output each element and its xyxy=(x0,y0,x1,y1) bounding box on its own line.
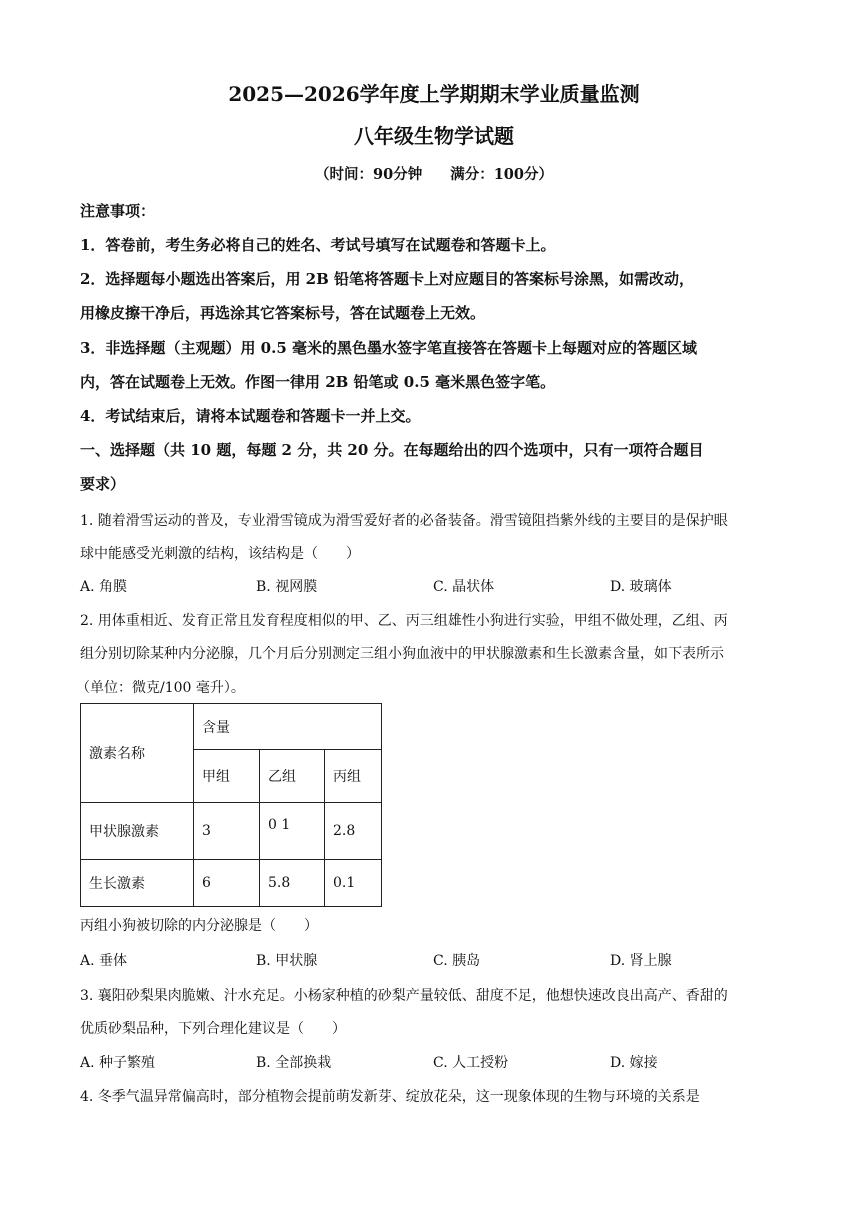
table-cell-value: 3 xyxy=(194,803,260,860)
q1-stem-line-2: 球中能感受光刺激的结构，该结构是（ ） xyxy=(80,546,360,562)
table-cell-value: 6 xyxy=(194,860,260,907)
q3-option-b: B. 全部换栽 xyxy=(256,1055,332,1071)
q2-stem-line-2: 组分别切除某种内分泌腺，几个月后分别测定三组小狗血液中的甲状腺激素和生长激素含量，如下表所示 xyxy=(80,646,724,662)
q2-stem-line-1: 2. 用体重相近、发育正常且发育程度相似的甲、乙、丙三组雄性小狗进行实验，甲组不做处理，乙组、丙 xyxy=(80,613,728,629)
notice-item-3-line-1: 3．非选择题（主观题）用 0.5 毫米的黑色墨水签字笔直接答在答题卡上每题对应的答题区域 xyxy=(80,339,697,357)
section-heading-line-2: 要求） xyxy=(80,475,126,493)
notice-item-1: 1．答卷前，考生务必将自己的姓名、考试号填写在试题卷和答题卡上。 xyxy=(80,236,556,254)
exam-time: （时间：90分钟 xyxy=(315,166,423,183)
q1-option-d: D. 玻璃体 xyxy=(610,579,672,595)
table-header-group-b: 乙组 xyxy=(260,750,325,803)
table-header-group-a: 甲组 xyxy=(194,750,260,803)
q1-option-b: B. 视网膜 xyxy=(256,579,318,595)
table-cell-value-text: 0 1 xyxy=(268,817,291,833)
table-cell-value: 0.1 xyxy=(325,860,382,907)
section-heading-line-1: 一、选择题（共 10 题，每题 2 分，共 20 分。在每题给出的四个选项中，只有一项符合题目 xyxy=(80,441,704,459)
q1-option-a: A. 角膜 xyxy=(80,579,128,595)
table-row xyxy=(81,860,382,907)
table-cell-value xyxy=(260,803,325,860)
table-header-content: 含量 xyxy=(194,704,382,750)
exam-subtitle: 八年级生物学试题 xyxy=(354,124,514,148)
exam-meta xyxy=(0,163,868,184)
table-cell-hormone: 生长激素 xyxy=(81,860,194,907)
table-header-group-c: 丙组 xyxy=(325,750,382,803)
hormone-table xyxy=(80,703,382,907)
q1-option-c: C. 晶状体 xyxy=(433,579,495,595)
exam-title: 2025—2026学年度上学期期末学业质量监测 xyxy=(228,82,640,106)
exam-score: 满分：100分） xyxy=(450,166,553,183)
table-header-hormone-name: 激素名称 xyxy=(81,704,194,803)
notice-item-3-line-2: 内，答在试题卷上无效。作图一律用 2B 铅笔或 0.5 毫米黑色签字笔。 xyxy=(80,373,556,391)
q3-option-d: D. 嫁接 xyxy=(610,1055,658,1071)
q3-stem-line-1: 3. 襄阳砂梨果肉脆嫩、汁水充足。小杨家种植的砂梨产量较低、甜度不足，他想快速改良出高产、香甜的 xyxy=(80,988,728,1004)
table-cell-hormone: 甲状腺激素 xyxy=(81,803,194,860)
q2-stem-line-3: （单位：微克/100 毫升）。 xyxy=(76,680,245,696)
q3-stem-line-2: 优质砂梨品种，下列合理化建议是（ ） xyxy=(80,1021,346,1037)
q2-option-b: B. 甲状腺 xyxy=(256,953,318,969)
q2-option-c: C. 胰岛 xyxy=(433,953,481,969)
notice-heading: 注意事项： xyxy=(80,202,156,220)
q2-option-a: A. 垂体 xyxy=(80,953,128,969)
table-row xyxy=(81,803,382,860)
table-cell-value: 2.8 xyxy=(325,803,382,860)
notice-item-2-line-2: 用橡皮擦干净后，再选涂其它答案标号，答在试题卷上无效。 xyxy=(80,304,486,322)
table-cell-value: 5.8 xyxy=(260,860,325,907)
q3-option-c: C. 人工授粉 xyxy=(433,1055,509,1071)
q2-option-d: D. 肾上腺 xyxy=(610,953,672,969)
notice-item-2-line-1: 2．选择题每小题选出答案后，用 2B 铅笔将答题卡上对应题目的答案标号涂黑，如需改动， xyxy=(80,270,695,288)
notice-item-4: 4．考试结束后，请将本试题卷和答题卡一并上交。 xyxy=(80,407,421,425)
q4-stem-line-1: 4. 冬季气温异常偏高时，部分植物会提前萌发新芽、绽放花朵，这一现象体现的生物与环境的关系是 xyxy=(80,1089,700,1105)
q1-stem-line-1: 1. 随着滑雪运动的普及，专业滑雪镜成为滑雪爱好者的必备装备。滑雪镜阻挡紫外线的主要目的是保护眼 xyxy=(80,513,728,529)
q2-question: 丙组小狗被切除的内分泌腺是（ ） xyxy=(80,918,318,934)
q3-option-a: A. 种子繁殖 xyxy=(80,1055,156,1071)
